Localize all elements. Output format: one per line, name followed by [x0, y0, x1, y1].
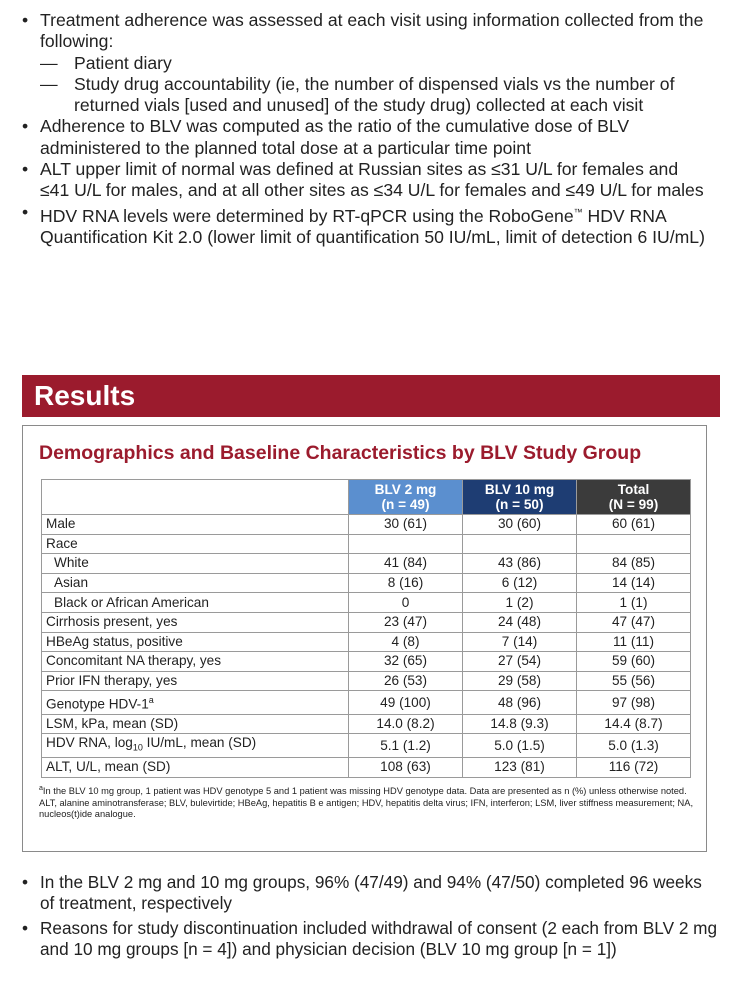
footnote-marker: a [39, 785, 43, 792]
bullet-adherence-computation [8, 116, 708, 159]
cell-total: 97 (98) [577, 691, 691, 715]
table-row [42, 515, 691, 535]
cell-blv-10mg: 30 (60) [463, 515, 577, 535]
cell-blv-10mg: 24 (48) [463, 612, 577, 632]
table-row [42, 612, 691, 632]
header-line1: Total [617, 482, 650, 497]
cell-blv-10mg: 123 (81) [463, 758, 577, 778]
header-blv-10mg [463, 480, 577, 515]
cell-blv-10mg: 29 (58) [463, 671, 577, 691]
dash-marker: — [40, 73, 58, 94]
header-line2: (n = 50) [495, 497, 544, 512]
trademark-symbol: ™ [573, 206, 583, 217]
table-header-row [42, 480, 691, 515]
cell-blv-2mg: 23 (47) [349, 612, 463, 632]
table-row [42, 632, 691, 652]
cell-total: 59 (60) [577, 652, 691, 672]
row-label: HBeAg status, positive [42, 632, 349, 652]
bullet-text: Reasons for study discontinuation included withdrawal of consent (2 each from BLV 2 mg and 10 mg groups [n = 4]) and physician decision (BLV 10 mg group [n = 1]) [40, 917, 718, 959]
table-row [42, 534, 691, 554]
row-label: Race [42, 534, 349, 554]
table-row [42, 714, 691, 734]
row-label-tail: IU/mL, mean (SD) [142, 735, 257, 751]
sub-bullet-drug-accountability [40, 74, 708, 117]
cell-blv-2mg: 14.0 (8.2) [349, 714, 463, 734]
cell-total: 116 (72) [577, 758, 691, 778]
footnote-text: In the BLV 10 mg group, 1 patient was HDV genotype 5 and 1 patient was missing HDV genotype data. Data are presented as n (%) unless otherwise noted. [42, 786, 687, 797]
cell-blv-2mg [349, 534, 463, 554]
table-row [42, 573, 691, 593]
row-label: LSM, kPa, mean (SD) [46, 716, 179, 732]
row-label: Prior IFN therapy, yes [42, 671, 349, 691]
bullet-marker: • [22, 872, 29, 892]
cell-blv-2mg: 49 (100) [349, 691, 463, 715]
cell-blv-2mg: 4 (8) [349, 632, 463, 652]
table-footnote [39, 783, 694, 821]
cell-blv-2mg: 108 (63) [349, 758, 463, 778]
row-label: Cirrhosis present, yes [42, 612, 349, 632]
row-label: Concomitant NA therapy, yes [42, 652, 349, 672]
cell-total: 55 (56) [577, 671, 691, 691]
bullet-text: ALT upper limit of normal was defined at Russian sites as ≤31 U/L for females and ≤41 U/L for males, and at all other sites as ≤34 U/L for females and ≤49 U/L for males [40, 159, 704, 201]
row-label: Genotype HDV-1 [46, 696, 149, 712]
bullet-text: In the BLV 2 mg and 10 mg groups, 96% (47/49) and 94% (47/50) completed 96 weeks of treatment, respectively [40, 872, 702, 914]
table-row [42, 671, 691, 691]
header-line1: BLV 10 mg [484, 482, 555, 497]
bullet-text: Adherence to BLV was computed as the ratio of the cumulative dose of BLV administered to the planned total dose at a particular time point [40, 116, 630, 158]
row-label-cell [42, 734, 349, 758]
footnote-genotype [39, 783, 694, 798]
bullet-marker: • [22, 116, 29, 137]
cell-total [577, 534, 691, 554]
cell-total: 47 (47) [577, 612, 691, 632]
table-row [42, 652, 691, 672]
row-label: Asian [42, 573, 349, 593]
table-title: Demographics and Baseline Characteristics by BLV Study Group [39, 442, 642, 464]
results-heading: Results [34, 380, 136, 411]
header-line2: (N = 99) [608, 497, 659, 512]
cell-blv-2mg: 41 (84) [349, 554, 463, 574]
cell-total: 11 (11) [577, 632, 691, 652]
cell-blv-2mg: 32 (65) [349, 652, 463, 672]
header-blank-cell [42, 480, 349, 515]
bullet-marker: • [22, 201, 29, 222]
header-blv-2mg [349, 480, 463, 515]
cell-total: 14 (14) [577, 573, 691, 593]
results-section-header [22, 375, 720, 417]
bullet-text: HDV RNA levels were determined by RT-qPCR using the RoboGene [40, 205, 574, 226]
cell-total: 60 (61) [577, 515, 691, 535]
cell-blv-10mg: 5.0 (1.5) [463, 734, 577, 758]
footnote-abbreviations: ALT, alanine aminotransferase; BLV, bulevirtide; HBeAg, hepatitis B e antigen; HDV, hepatitis delta virus; IFN, interferon; LSM, liver stiffness measurement; NA, nucleos(t)ide analogue. [39, 797, 694, 820]
cell-blv-2mg: 0 [349, 593, 463, 613]
cell-total: 84 (85) [577, 554, 691, 574]
cell-total: 1 (1) [577, 593, 691, 613]
row-label: ALT, U/L, mean (SD) [42, 758, 349, 778]
cell-blv-10mg [463, 534, 577, 554]
cell-blv-10mg: 14.8 (9.3) [463, 714, 577, 734]
bullet-marker: • [22, 10, 29, 30]
subscript-10: 10 [132, 743, 143, 754]
methods-bullet-list [8, 10, 708, 248]
bullet-adherence-assessment [8, 10, 708, 116]
row-label-cell [42, 691, 349, 715]
bullet-hdv-rna-method [8, 202, 708, 248]
row-label: HDV RNA, log [46, 735, 133, 751]
bullet-completion [8, 872, 720, 915]
demographics-panel [22, 425, 707, 852]
cell-blv-10mg: 7 (14) [463, 632, 577, 652]
cell-blv-2mg: 8 (16) [349, 573, 463, 593]
bullet-discontinuation [8, 918, 720, 961]
cell-blv-10mg: 48 (96) [463, 691, 577, 715]
cell-total: 14.4 (8.7) [577, 714, 691, 734]
row-label: White [42, 554, 349, 574]
table-row [42, 734, 691, 758]
cell-blv-2mg: 26 (53) [349, 671, 463, 691]
cell-total: 5.0 (1.3) [577, 734, 691, 758]
footnote-marker: a [148, 695, 154, 706]
sub-bullet-text: Study drug accountability (ie, the number of dispensed vials vs the number of returned vials [used and unused] of the study drug) collected at each visit [74, 73, 675, 116]
bullet-marker: • [22, 159, 29, 180]
sub-bullet-text: Patient diary [74, 52, 172, 73]
cell-blv-2mg: 30 (61) [349, 515, 463, 535]
bullet-text: Treatment adherence was assessed at each visit using information collected from the following: [40, 10, 704, 52]
header-line2: (n = 49) [381, 497, 430, 512]
header-line1: BLV 2 mg [374, 482, 437, 497]
row-label: Male [42, 515, 349, 535]
table-row [42, 593, 691, 613]
table-row [42, 691, 691, 715]
header-total [577, 480, 691, 515]
sub-bullet-patient-diary [40, 53, 708, 74]
bullet-marker: • [22, 917, 29, 938]
table-row [42, 758, 691, 778]
row-label [42, 714, 349, 734]
cell-blv-10mg: 27 (54) [463, 652, 577, 672]
cell-blv-10mg: 43 (86) [463, 554, 577, 574]
results-bullet-list [8, 872, 720, 963]
cell-blv-10mg: 1 (2) [463, 593, 577, 613]
demographics-table [41, 479, 691, 778]
row-label: Black or African American [42, 593, 349, 613]
bullet-text-continued: HDV RNA Quantification Kit 2.0 (lower limit of quantification 50 IU/mL, limit of detection 6 IU/mL) [40, 205, 705, 247]
dash-marker: — [40, 52, 58, 73]
bullet-alt-limit [8, 159, 708, 202]
table-row [42, 554, 691, 574]
cell-blv-10mg: 6 (12) [463, 573, 577, 593]
cell-blv-2mg: 5.1 (1.2) [349, 734, 463, 758]
